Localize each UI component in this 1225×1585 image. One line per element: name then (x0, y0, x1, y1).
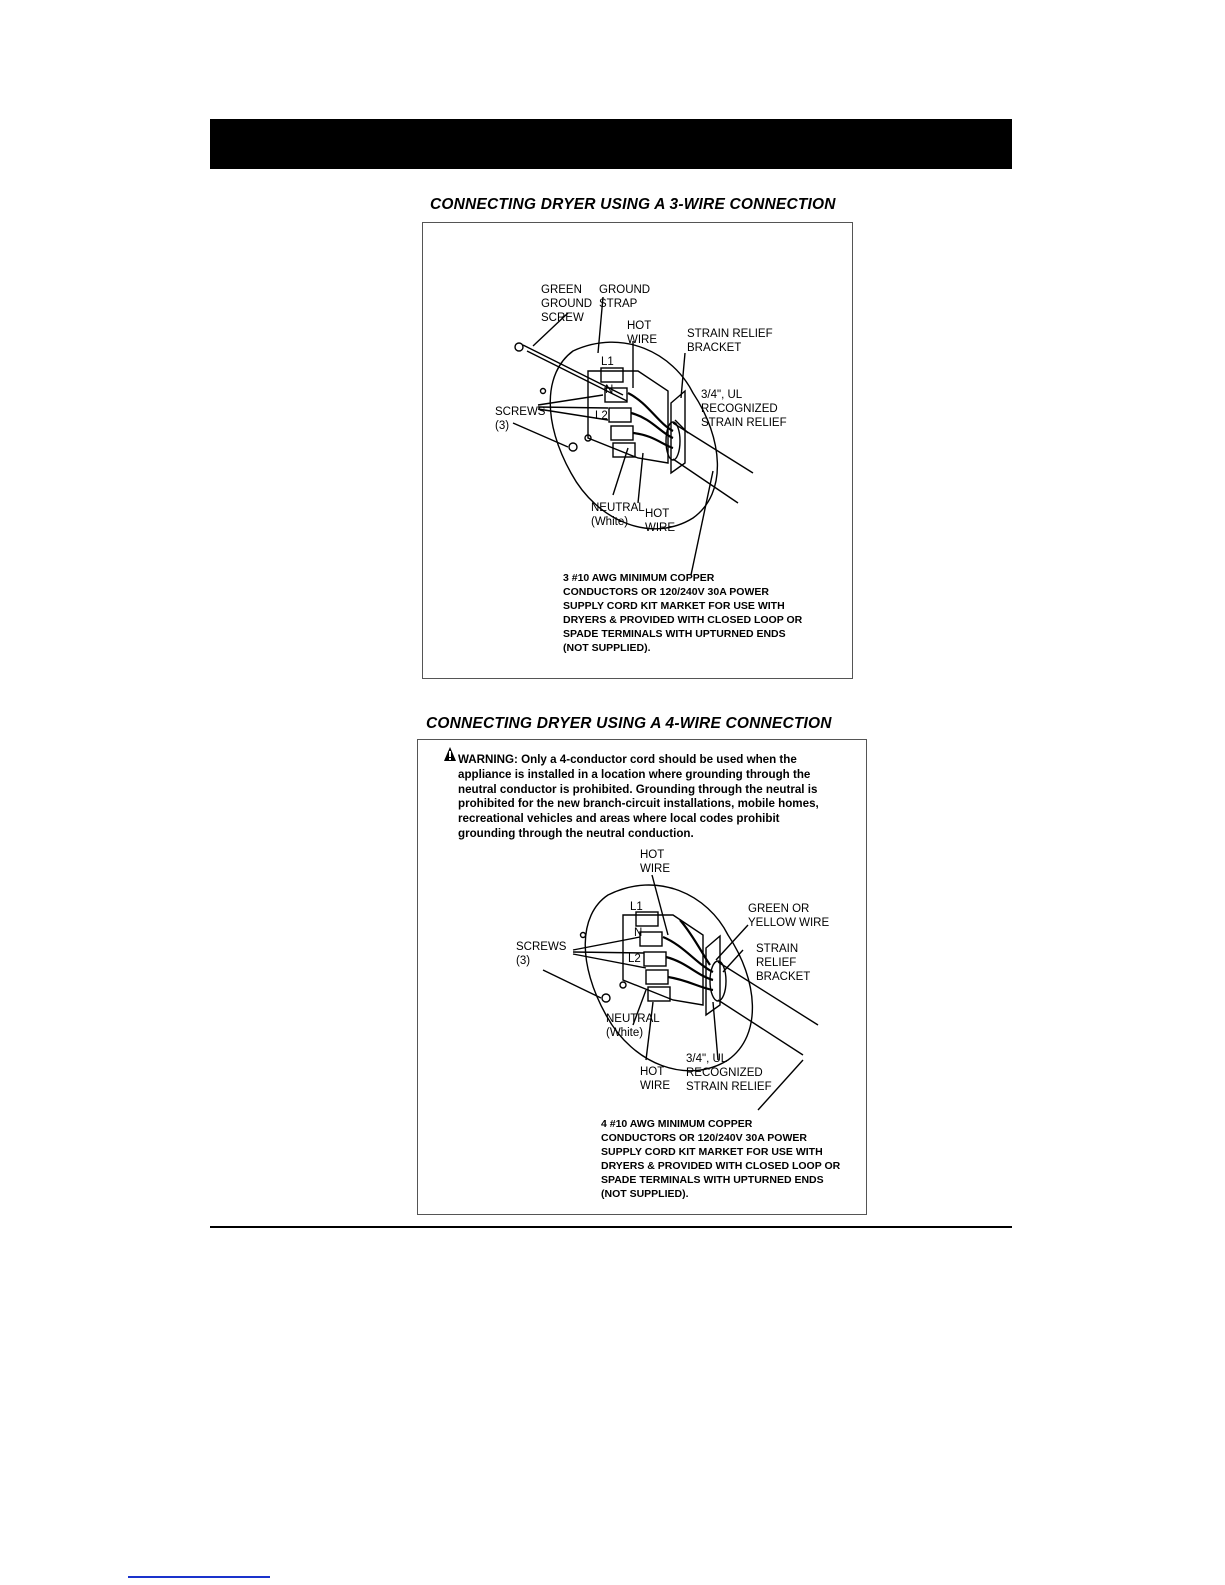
note-3-wire-line-2: CONDUCTORS OR 120/240V 30A POWER (563, 586, 769, 598)
warning-text: WARNING: Only a 4-conductor cord should be used when the appliance is installed in a location where grounding through the neutral conductor is prohibited. Grounding through the neutral is prohibited for the new branch-circuit installations, mobile homes, recreational vehicles and areas where local codes prohibit grounding through the neutral conduction. (458, 753, 819, 840)
note-4-wire-line-6: (NOT SUPPLIED). (601, 1188, 689, 1200)
ground-strap-label-1: GROUND (599, 284, 651, 296)
hot-wire-top-label-1: HOT (627, 320, 652, 332)
diagram-3-wire-panel (422, 222, 853, 679)
bottom-rule (210, 1226, 1012, 1228)
screws-label-4w-2: (3) (516, 955, 531, 967)
green-yellow-wire-label-2: YELLOW WIRE (748, 917, 830, 929)
strain-relief-bracket-label-4w-2: RELIEF (756, 957, 797, 969)
footer-link-underline[interactable] (128, 1576, 270, 1578)
hot-wire-bottom-label-2: WIRE (645, 522, 676, 534)
ul-strain-relief-label-4w-1: 3/4", UL (686, 1053, 728, 1065)
section-title-3-wire: CONNECTING DRYER USING A 3-WIRE CONNECTION (430, 196, 836, 213)
note-3-wire-line-6: (NOT SUPPLIED). (563, 642, 651, 654)
green-ground-screw-label-3: SCREW (541, 312, 584, 324)
note-3-wire-line-5: SPADE TERMINALS WITH UPTURNED ENDS (563, 628, 786, 640)
hot-wire-top-label-4w-2: WIRE (640, 863, 671, 875)
note-4-wire-line-5: SPADE TERMINALS WITH UPTURNED ENDS (601, 1174, 824, 1186)
hot-wire-top-label-2: WIRE (627, 334, 658, 346)
terminal-n-label-4w: N (634, 927, 643, 939)
neutral-label-2: (White) (591, 516, 629, 528)
neutral-label-1: NEUTRAL (591, 502, 645, 514)
screws-label-4w-1: SCREWS (516, 941, 567, 953)
diagram-3-wire (423, 223, 854, 680)
terminal-n-label: N (605, 384, 614, 396)
note-3-wire-line-4: DRYERS & PROVIDED WITH CLOSED LOOP OR (563, 614, 803, 626)
strain-relief-bracket-label-4w-3: BRACKET (756, 971, 811, 983)
screws-label-2: (3) (495, 420, 510, 432)
neutral-label-4w-2: (White) (606, 1027, 644, 1039)
ul-strain-relief-label-4w-2: RECOGNIZED (686, 1067, 763, 1079)
diagram-4-wire-panel (417, 739, 867, 1215)
note-4-wire-line-1: 4 #10 AWG MINIMUM COPPER (601, 1118, 753, 1130)
hot-wire-top-label-4w-1: HOT (640, 849, 665, 861)
ground-strap-label-2: STRAP (599, 298, 638, 310)
section-title-4-wire: CONNECTING DRYER USING A 4-WIRE CONNECTION (426, 715, 832, 732)
note-4-wire-line-3: SUPPLY CORD KIT MARKET FOR USE WITH (601, 1146, 823, 1158)
note-3-wire-line-1: 3 #10 AWG MINIMUM COPPER (563, 572, 715, 584)
diagram-4-wire (418, 740, 868, 1216)
strain-relief-bracket-label-1: STRAIN RELIEF (687, 328, 773, 340)
header-bar (210, 119, 1012, 169)
note-4-wire-line-2: CONDUCTORS OR 120/240V 30A POWER (601, 1132, 807, 1144)
terminal-l2-label: L2 (595, 410, 608, 422)
hot-wire-bottom-label-4w-1: HOT (640, 1066, 665, 1078)
screws-label-1: SCREWS (495, 406, 546, 418)
strain-relief-bracket-label-2: BRACKET (687, 342, 742, 354)
ul-strain-relief-label-3: STRAIN RELIEF (701, 417, 787, 429)
terminal-l2-label-4w: L2 (628, 953, 641, 965)
ul-strain-relief-label-1: 3/4", UL (701, 389, 743, 401)
hot-wire-bottom-label-4w-2: WIRE (640, 1080, 671, 1092)
terminal-l1-label: L1 (601, 356, 614, 368)
ul-strain-relief-label-4w-3: STRAIN RELIEF (686, 1081, 772, 1093)
hot-wire-bottom-label-1: HOT (645, 508, 670, 520)
ul-strain-relief-label-2: RECOGNIZED (701, 403, 778, 415)
green-ground-screw-label-1: GREEN (541, 284, 582, 296)
strain-relief-bracket-label-4w-1: STRAIN (756, 943, 799, 955)
green-ground-screw-label-2: GROUND (541, 298, 593, 310)
terminal-l1-label-4w: L1 (630, 901, 643, 913)
note-3-wire-line-3: SUPPLY CORD KIT MARKET FOR USE WITH (563, 600, 785, 612)
neutral-label-4w-1: NEUTRAL (606, 1013, 660, 1025)
green-yellow-wire-label-1: GREEN OR (748, 903, 810, 915)
note-4-wire-line-4: DRYERS & PROVIDED WITH CLOSED LOOP OR (601, 1160, 841, 1172)
